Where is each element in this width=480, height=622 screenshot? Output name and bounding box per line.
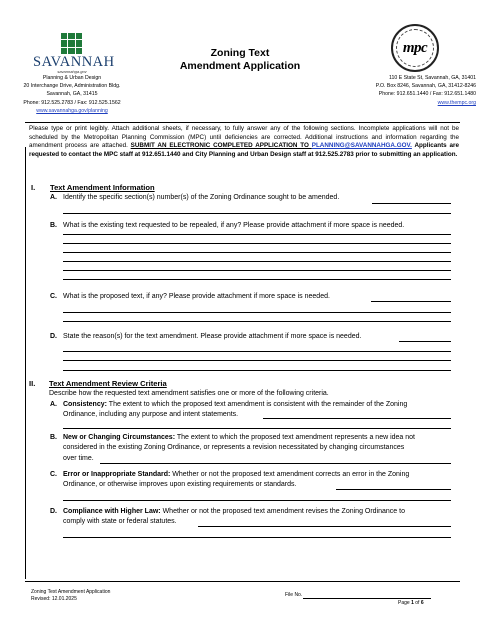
- instructions-paragraph: [29, 125, 459, 159]
- item-1a-letter: A.: [50, 194, 57, 201]
- item-2c-answer-field[interactable]: [336, 489, 451, 490]
- item-1b-letter: B.: [50, 222, 57, 229]
- item-1a-answer-field[interactable]: [372, 203, 451, 204]
- item-1d-answer-line-2[interactable]: [63, 360, 451, 361]
- item-2b-text-2: considered in the existing Zoning Ordinance, or represents a revision necessitated by changing circumstances: [63, 444, 405, 451]
- item-2d-text-1: Whether or not the proposed text amendment revises the Zoning Ordinance to: [160, 508, 405, 515]
- item-1c-answer-line-1[interactable]: [63, 312, 451, 313]
- page-total: 6: [420, 600, 424, 606]
- section-2-title: Text Amendment Review Criteria: [49, 379, 167, 388]
- item-1b-answer-line-1[interactable]: [63, 234, 451, 235]
- item-2a-text-1: The extent to which the proposed text amendment is consistent with the remainder of the Zoning: [106, 401, 408, 408]
- item-2a-text-2: Ordinance, including any purpose and intent statements.: [63, 411, 239, 418]
- instructions-text: Please type or print legibly. Attach additional sheets, if necessary, to fully answer any of the following sections. Incomplete applications will not be scheduled by the Metropolitan Planning Commission (MPC) until deficiencies are corrected. Additional instructions and information regarding the amendment process are attached.: [29, 125, 459, 150]
- mpc-address-line2: P.O. Box 8246, Savannah, GA, 31412-8246: [375, 83, 476, 90]
- form-title: [165, 47, 315, 72]
- mpc-phone: Phone: 912.651.1440 / Fax: 912.651.1480: [378, 91, 476, 98]
- savannah-logo-icon: [61, 33, 82, 54]
- section-2-number: II.: [29, 379, 36, 388]
- contact-instruction: Applicants are requested to contact the MPC staff at 912.651.1440 and City Planning and Urban Design staff at 912.525.2783 prior to submitting an application.: [29, 142, 459, 158]
- item-2b-text-3: over time.: [63, 455, 94, 462]
- item-2a-criterion: Consistency:: [63, 401, 107, 408]
- item-2d-letter: D.: [50, 508, 57, 515]
- left-margin-rule: [25, 147, 26, 579]
- item-2c-text-2: Ordinance, or otherwise improves upon existing requirements or standards.: [63, 481, 297, 488]
- item-1c-answer-field[interactable]: [371, 301, 451, 302]
- item-2b-question-line1: [63, 433, 415, 443]
- item-2b-answer-field[interactable]: [100, 463, 451, 464]
- item-2a-letter: A.: [50, 401, 57, 408]
- item-2b-text-1: The extent to which the proposed text amendment represents a new idea not: [175, 434, 415, 441]
- mpc-address-line1: 110 E State St, Savannah, GA, 31401: [389, 75, 476, 81]
- dept-address-line2: Savannah, GA, 31415: [46, 91, 98, 98]
- dept-phone: Phone: 912.525.2783 / Fax: 912.525.1562: [23, 99, 121, 106]
- item-1d-answer-line-1[interactable]: [63, 351, 451, 352]
- mpc-website-link[interactable]: www.thempc.org: [437, 99, 476, 106]
- item-1b-question: What is the existing text requested to be repealed, if any? Please provide attachment if more space is needed.: [63, 222, 405, 229]
- item-2c-letter: C.: [50, 471, 57, 478]
- header-divider: [25, 122, 460, 123]
- footer-revised-date: Revised: 12.01.2025: [31, 596, 77, 602]
- submit-instruction: SUBMIT AN ELECTRONIC COMPLETED APPLICATION TO: [130, 142, 312, 150]
- savannah-contact-block: [2, 74, 142, 115]
- item-1d-letter: D.: [50, 333, 57, 340]
- item-2b-letter: B.: [50, 434, 57, 441]
- item-2a-answer-line[interactable]: [63, 428, 451, 429]
- footer-page-indicator: [398, 600, 424, 607]
- item-2d-answer-field[interactable]: [198, 526, 451, 527]
- item-2c-answer-line[interactable]: [63, 500, 451, 501]
- form-title-line1: Zoning Text: [210, 47, 270, 59]
- item-1d-question: State the reason(s) for the text amendment. Please provide attachment if more space is needed.: [63, 333, 362, 340]
- section-1-title: Text Amendment Information: [50, 183, 155, 192]
- item-1b-answer-line-4[interactable]: [63, 261, 451, 262]
- item-2d-question-line1: [63, 507, 405, 517]
- section-1-number: I.: [31, 183, 36, 192]
- item-2b-criterion: New or Changing Circumstances:: [63, 434, 176, 441]
- item-1c-letter: C.: [50, 293, 57, 300]
- file-no-field[interactable]: [303, 598, 431, 599]
- item-1b-answer-line-2[interactable]: [63, 243, 451, 244]
- dept-name: Planning & Urban Design: [42, 75, 102, 81]
- mpc-seal-icon: [391, 24, 439, 72]
- page-number: 1: [411, 600, 414, 606]
- item-1c-question: What is the proposed text, if any? Please provide attachment if more space is needed.: [63, 293, 330, 300]
- dept-address-line1: 20 Interchange Drive, Administration Bldg.: [23, 83, 121, 90]
- item-2d-answer-line[interactable]: [63, 537, 451, 538]
- mpc-contact-block: [332, 74, 476, 107]
- item-1b-answer-line-6[interactable]: [63, 279, 451, 280]
- planning-email-link[interactable]: PLANNING@SAVANNAHGA.GOV.: [311, 142, 412, 150]
- item-2c-text-1: Whether or not the proposed text amendment corrects an error in the Zoning: [170, 471, 410, 478]
- footer-form-name: Zoning Text Amendment Application: [31, 589, 111, 595]
- section-2-intro: Describe how the requested text amendment satisfies one or more of the following criteria.: [49, 390, 329, 397]
- page-of: of: [413, 600, 421, 606]
- savannah-logo-url: savannahga.gov: [57, 69, 87, 74]
- footer-divider: [25, 581, 460, 582]
- page-label: Page: [398, 600, 412, 606]
- item-1d-answer-field[interactable]: [399, 341, 451, 342]
- footer-file-no-label: File No.: [285, 592, 303, 598]
- item-1a-question: Identify the specific section(s) number(s) of the Zoning Ordinance sought to be amended.: [63, 194, 340, 201]
- item-2c-question-line1: [63, 470, 409, 480]
- item-1d-answer-line-3[interactable]: [63, 370, 451, 371]
- form-title-line2: Amendment Application: [179, 59, 301, 72]
- item-1b-answer-line-3[interactable]: [63, 252, 451, 253]
- item-2a-answer-field[interactable]: [263, 418, 451, 419]
- mpc-seal-text: mpc: [402, 39, 428, 56]
- item-2c-criterion: Error or Inappropriate Standard:: [63, 471, 171, 478]
- savannah-logo-text: SAVANNAH: [33, 54, 115, 70]
- planning-website-link[interactable]: www.savannahga.gov/planning: [36, 107, 108, 114]
- item-2d-criterion: Compliance with Higher Law:: [63, 508, 161, 515]
- item-1b-answer-line-5[interactable]: [63, 270, 451, 271]
- item-2d-text-2: comply with state or federal statutes.: [63, 518, 177, 525]
- item-2a-question-line1: [63, 400, 407, 410]
- item-1a-answer-line[interactable]: [63, 213, 451, 214]
- item-1c-answer-line-2[interactable]: [63, 321, 451, 322]
